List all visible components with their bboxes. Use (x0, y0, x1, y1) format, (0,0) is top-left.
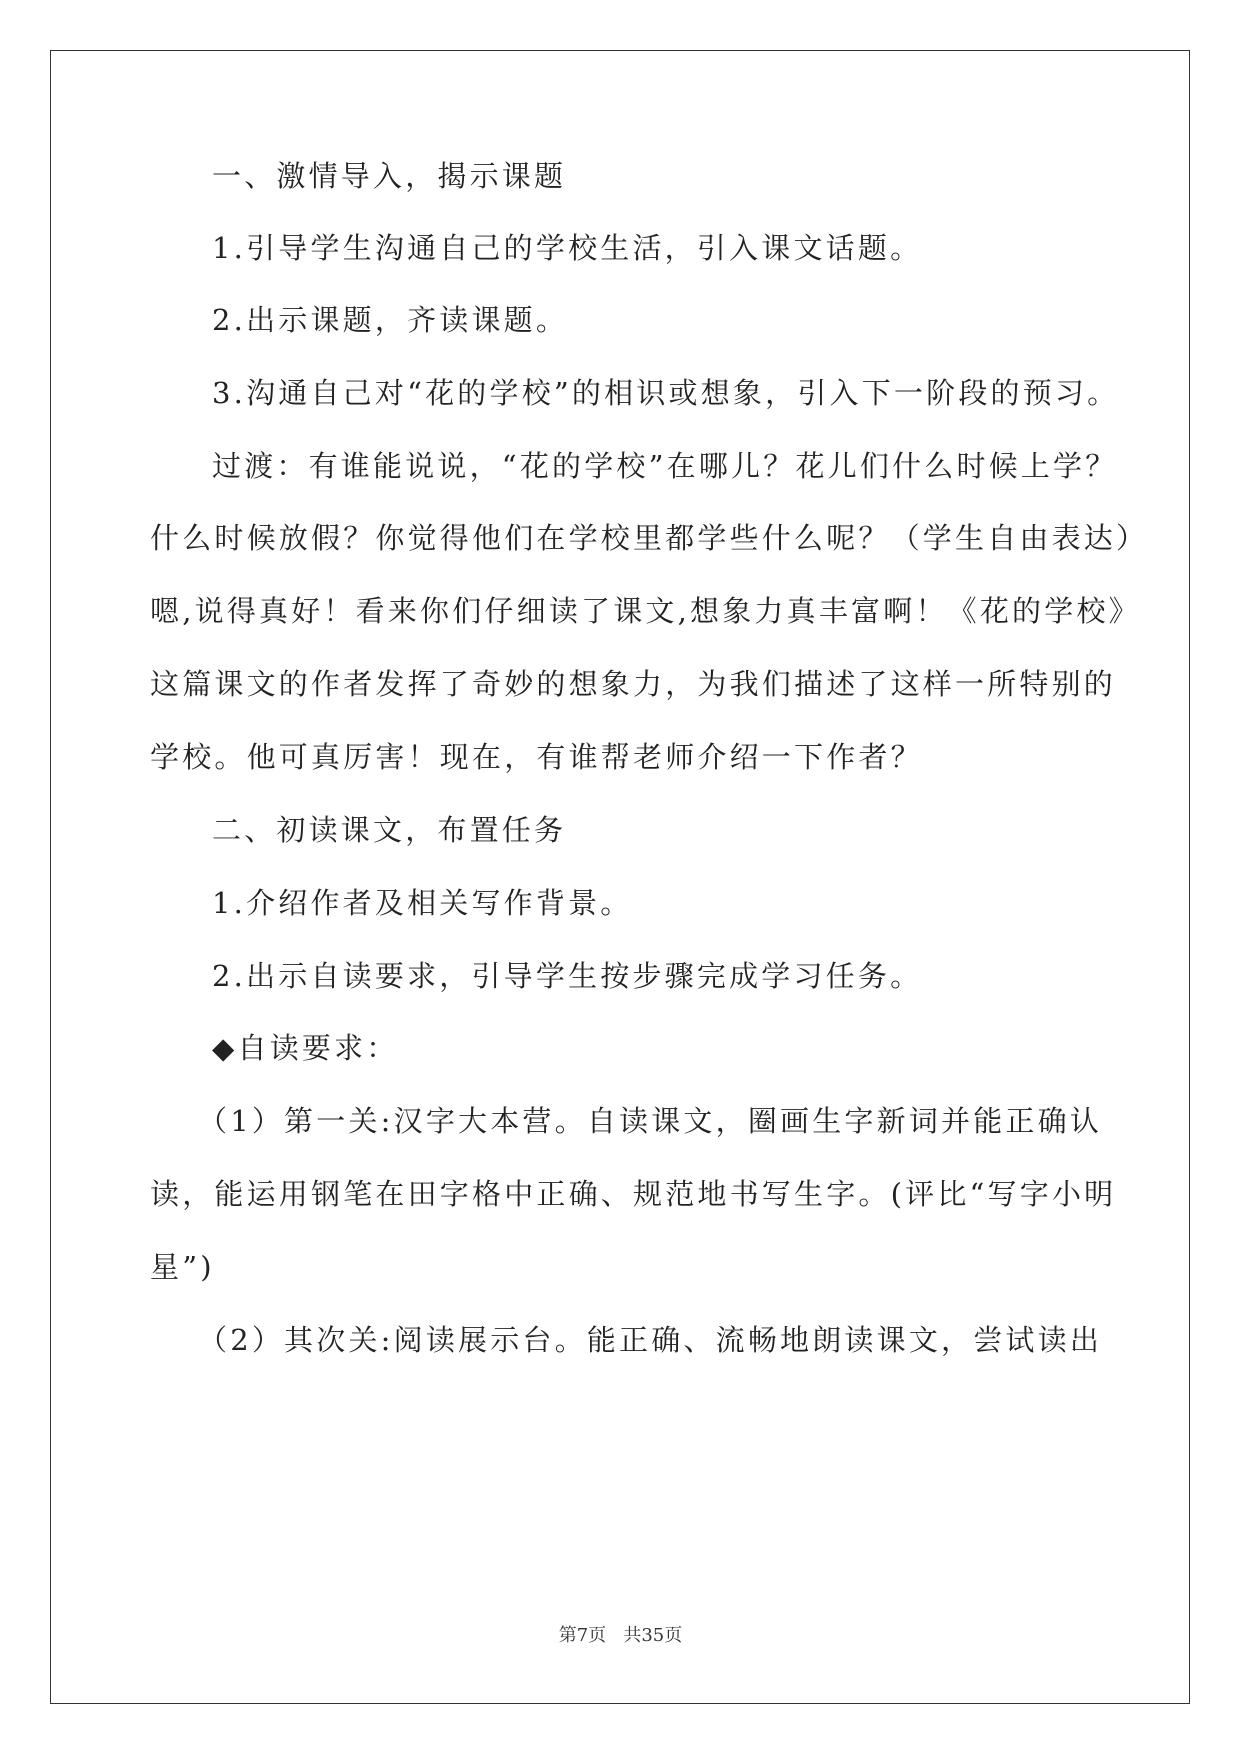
paragraph-line: （1）第一关:汉字大本营。自读课文，圈画生字新词并能正确认 (198, 1104, 1103, 1138)
paragraph-line: 什么时候放假？你觉得他们在学校里都学些什么呢？（学生自由表达） (150, 521, 1149, 555)
paragraph-line: ◆自读要求： (212, 1031, 399, 1065)
paragraph-line: 1.引导学生沟通自己的学校生活，引入课文话题。 (212, 231, 923, 265)
paragraph-line: 这篇课文的作者发挥了奇妙的想象力，为我们描述了这样一所特别的 (150, 667, 1117, 701)
paragraph-line: 1.介绍作者及相关写作背景。 (212, 886, 633, 920)
paragraph-line: 嗯,说得真好！看来你们仔细读了课文,想象力真丰富啊！《花的学校》 (150, 594, 1141, 628)
page-border (50, 50, 1190, 1704)
paragraph-line: 星”) (150, 1250, 215, 1284)
paragraph-line: 学校。他可真厉害！现在，有谁帮老师介绍一下作者？ (150, 740, 923, 774)
paragraph-line: 读，能运用钢笔在田字格中正确、规范地书写生字。(评比“写字小明 (150, 1177, 1117, 1211)
page-footer (0, 1624, 1241, 1648)
paragraph-line: 2.出示自读要求，引导学生按步骤完成学习任务。 (212, 959, 923, 993)
paragraph-line: 过渡：有谁能说说，“花的学校”在哪儿？花儿们什么时候上学？ (212, 449, 1118, 483)
paragraph-line: （2）其次关:阅读展示台。能正确、流畅地朗读课文，尝试读出 (198, 1323, 1103, 1357)
section-heading: 二、初读课文，布置任务 (212, 813, 567, 847)
total-pages: 共35页 (623, 1625, 683, 1646)
page-number: 第7页 (558, 1625, 607, 1646)
paragraph-line: 3.沟通自己对“花的学校”的相识或想象，引入下一阶段的预习。 (212, 376, 1120, 410)
paragraph-line: 一、激情导入，揭示课题 (212, 159, 567, 193)
paragraph-line: 2.出示课题，齐读课题。 (212, 303, 569, 337)
